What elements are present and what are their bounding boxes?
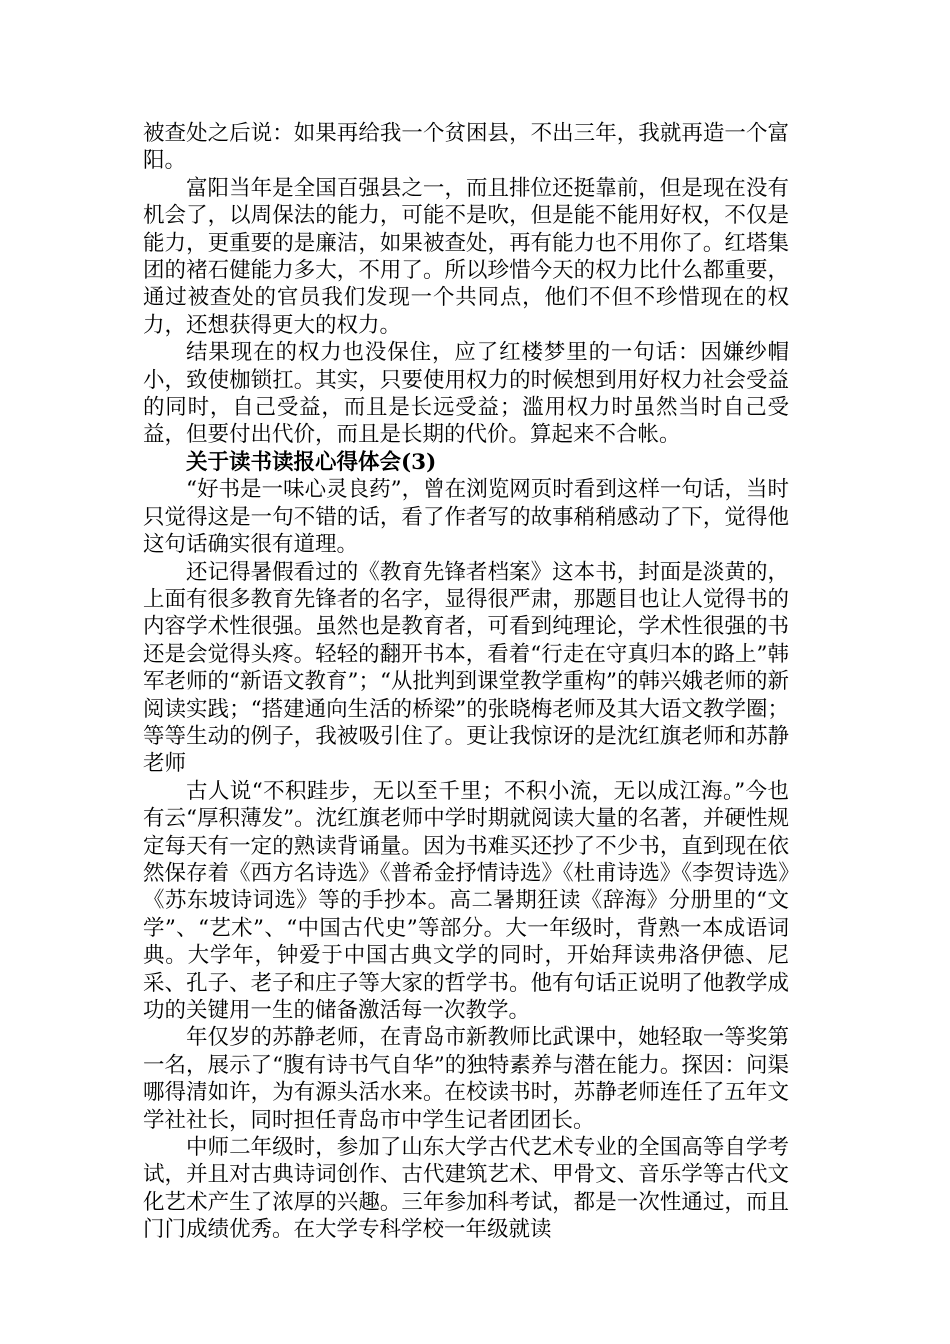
paragraph: 结果现在的权力也没保住，应了红楼梦里的一句话：因嫌纱帽小，致使枷锁扛。其实，只要使用权力的时候想到用好权力社会受益的同时，自己受益，而且是长远受益；滥用权力时虽然当时自己受益，但要付出代价，而且是长期的代价。算起来不合帐。 xyxy=(143,340,789,448)
paragraph: 中师二年级时，参加了山东大学古代艺术专业的全国高等自学考试，并且对古典诗词创作、古代建筑艺术、甲骨文、音乐学等古代文化艺术产生了浓厚的兴趣。三年参加科考试，都是一次性通过，而且门门成绩优秀。在大学专科学校一年级就读 xyxy=(143,1135,789,1243)
paragraph: 富阳当年是全国百强县之一，而且排位还挺靠前，但是现在没有机会了，以周保法的能力，可能不是吹，但是能不能用好权，不仅是能力，更重要的是廉洁，如果被查处，再有能力也不用你了。红塔集团的褚石健能力多大，不用了。所以珍惜今天的权力比什么都重要，通过被查处的官员我们发现一个共同点，他们不但不珍惜现在的权力，还想获得更大的权力。 xyxy=(143,175,789,338)
paragraph-continuation: 被查处之后说：如果再给我一个贫困县，不出三年，我就再造一个富阳。 xyxy=(143,121,789,174)
paragraph: 古人说“不积跬步，无以至千里；不积小流，无以成江海。”今也有云“厚积薄发”。沈红旗老师中学时期就阅读大量的名著，并硬性规定每天有一定的熟读背诵量。因为书难买还抄了不少书，直到现在依然保存着《西方名诗选》《普希金抒情诗选》《杜甫诗选》《李贺诗选》《苏东坡诗词选》等的手抄本。高二暑期狂读《辞海》分册里的“文学”、“艺术”、“中国古代史”等部分。大一年级时，背熟一本成语词典。大学年，钟爱于中国古典文学的同时，开始拜读弗洛伊德、尼采、孔子、老子和庄子等大家的哲学书。他有句话正说明了他教学成功的关键用一生的储备激活每一次教学。 xyxy=(143,778,789,1023)
paragraph: “好书是一味心灵良药”，曾在浏览网页时看到这样一句话，当时只觉得这是一句不错的话，看了作者写的故事稍稍感动了下，觉得他这句话确实很有道理。 xyxy=(143,477,789,558)
section-heading: 关于读书读报心得体会(3) xyxy=(186,449,437,475)
document-page xyxy=(143,120,789,1244)
paragraph: 年仅岁的苏静老师，在青岛市新教师比武课中，她轻取一等奖第一名，展示了“腹有诗书气自华”的独特素养与潜在能力。探因：问渠哪得清如许，为有源头活水来。在校读书时，苏静老师连任了五年文学社社长，同时担任青岛市中学生记者团团长。 xyxy=(143,1025,789,1133)
paragraph: 还记得暑假看过的《教育先锋者档案》这本书，封面是淡黄的，上面有很多教育先锋者的名字，显得很严肃，那题目也让人觉得书的内容学术性很强。虽然也是教育者，可看到纯理论，学术性很强的书还是会觉得头疼。轻轻的翻开书本，看着“行走在守真归本的路上”韩军老师的“新语文教育”；“从批判到课堂教学重构”的韩兴娥老师的新阅读实践；“搭建通向生活的桥梁”的张晓梅老师及其大语文教学圈；等等生动的例子，我被吸引住了。更让我惊讶的是沈红旗老师和苏静老师 xyxy=(143,559,789,777)
